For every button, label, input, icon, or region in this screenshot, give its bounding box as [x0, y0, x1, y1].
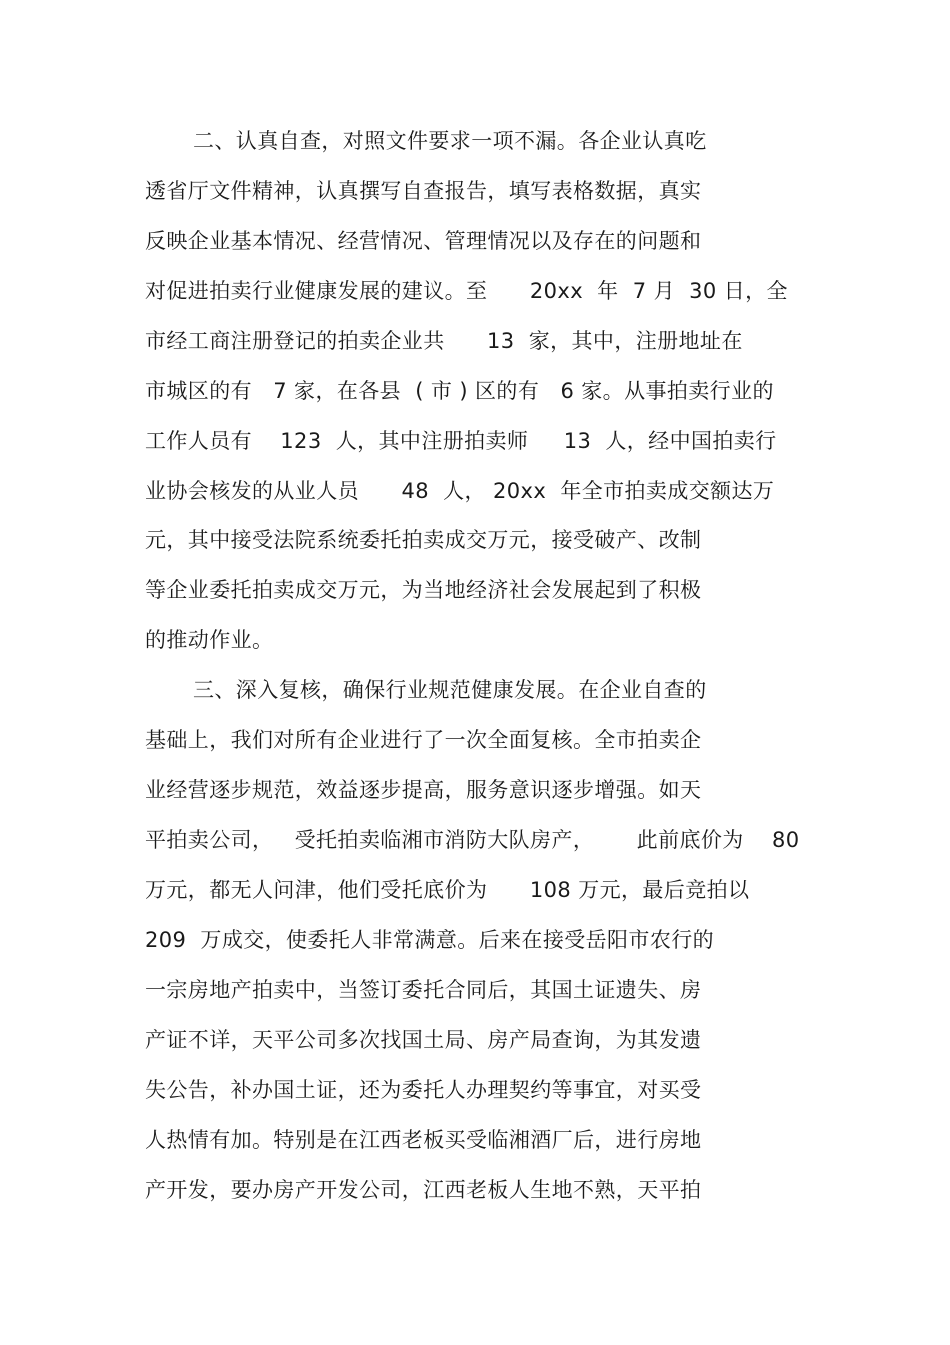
paragraph-3-line-7: 一宗房地产拍卖中，当签订委托合同后，其国土证遗失、房	[145, 978, 702, 1002]
paragraph-2-line-7: 工作人员有 123 人，其中注册拍卖师 13 人，经中国拍卖行	[145, 429, 777, 453]
paragraph-3-line-8: 产证不详，天平公司多次找国土局、房产局查询，为其发遗	[145, 1028, 702, 1052]
paragraph-3-line-3: 业经营逐步规范，效益逐步提高，服务意识逐步增强。如天	[145, 778, 702, 802]
paragraph-2-line-9: 元，其中接受法院系统委托拍卖成交万元，接受破产、改制	[145, 528, 702, 552]
paragraph-3-line-5: 万元，都无人问津，他们受托底价为 108 万元，最后竞拍以	[145, 878, 750, 902]
paragraph-2-line-10: 等企业委托拍卖成交万元，为当地经济社会发展起到了积极	[145, 578, 702, 602]
paragraph-3-line-1: 三、深入复核，确保行业规范健康发展。在企业自查的	[193, 678, 707, 702]
paragraph-2-line-6: 市城区的有 7 家，在各县 ( 市 ) 区的有 6 家。从事拍卖行业的	[145, 379, 774, 403]
paragraph-2-line-1: 二、认真自查，对照文件要求一项不漏。各企业认真吃	[193, 129, 707, 153]
paragraph-3-line-6: 209 万成交，使委托人非常满意。后来在接受岳阳市农行的	[145, 928, 715, 952]
paragraph-3-line-2: 基础上，我们对所有企业进行了一次全面复核。全市拍卖企	[145, 728, 702, 752]
paragraph-2-line-8: 业协会核发的从业人员 48 人， 20xx 年全市拍卖成交额达万	[145, 479, 775, 503]
paragraph-2-line-5: 市经工商注册登记的拍卖企业共 13 家，其中，注册地址在	[145, 329, 743, 353]
paragraph-2-line-11: 的推动作业。	[145, 628, 274, 652]
paragraph-2-line-2: 透省厅文件精神，认真撰写自查报告，填写表格数据，真实	[145, 179, 702, 203]
paragraph-2-line-4: 对促进拍卖行业健康发展的建议。至 20xx 年 7 月 30 日，全	[145, 279, 788, 303]
paragraph-2-line-3: 反映企业基本情况、经营情况、管理情况以及存在的问题和	[145, 229, 702, 253]
paragraph-3-line-11: 产开发，要办房产开发公司，江西老板人生地不熟，天平拍	[145, 1178, 702, 1202]
paragraph-3-line-10: 人热情有加。特别是在江西老板买受临湘酒厂后，进行房地	[145, 1128, 702, 1152]
paragraph-3-line-9: 失公告，补办国土证，还为委托人办理契约等事宜，对买受	[145, 1078, 702, 1102]
paragraph-3-line-4: 平拍卖公司， 受托拍卖临湘市消防大队房产， 此前底价为 80	[145, 828, 800, 852]
